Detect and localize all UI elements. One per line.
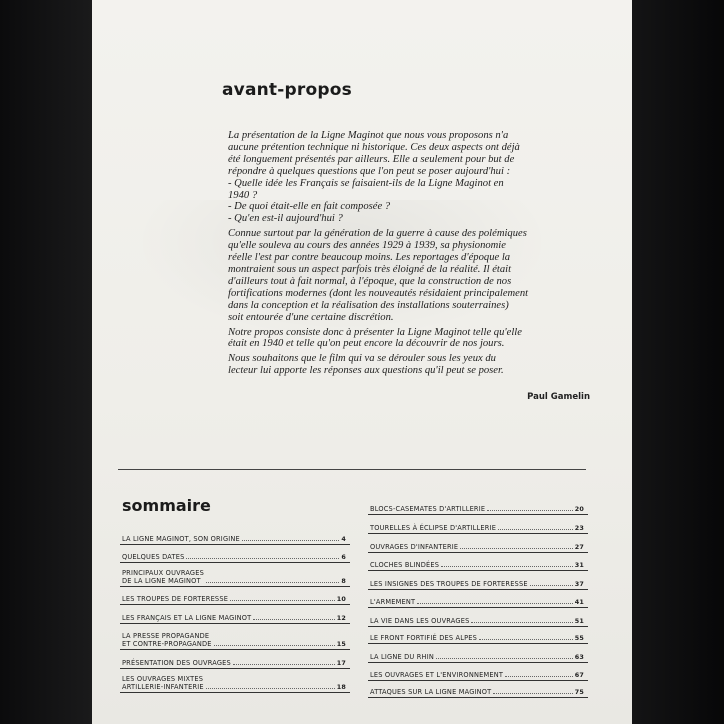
toc-leader-dots <box>436 657 573 659</box>
toc-entry-page: 31 <box>574 561 584 569</box>
toc-entry-page: 41 <box>574 598 584 606</box>
toc-entry-label: LES INSIGNES DES TROUPES DE FORTERESSE <box>370 580 528 588</box>
text-line: lecteur lui apporte les réponses aux questions qu'il peut se poser. <box>228 365 504 377</box>
toc-entry <box>120 545 350 563</box>
toc-leader-dots <box>206 687 335 689</box>
toc-entry-page: 20 <box>574 505 584 513</box>
toc-entry-label: PRINCIPAUX OUVRAGES DE LA LIGNE MAGINOT <box>122 569 204 585</box>
toc-entry-page: 17 <box>336 659 346 667</box>
toc-entry <box>368 553 588 571</box>
text-line: Notre propos consiste donc à présenter la Ligne Maginot telle qu'elle <box>228 326 522 338</box>
toc-entry-page: 51 <box>574 617 584 625</box>
toc-leader-dots <box>230 599 335 601</box>
toc-leader-dots <box>498 528 573 530</box>
text-line: réelle l'est par contre beaucoup moins. Les reportages d'époque la <box>228 252 511 264</box>
toc-leader-dots <box>530 584 573 586</box>
toc-entry <box>368 571 588 590</box>
toc-entry-label: LA LIGNE DU RHIN <box>370 653 434 661</box>
text-line: répondre à quelques questions que l'on peut se poser aujourd'hui : <box>228 165 511 177</box>
toc-leader-dots <box>441 565 573 567</box>
toc-leader-dots <box>471 621 572 623</box>
toc-entry-label: LES FRANÇAIS ET LA LIGNE MAGINOT <box>122 614 252 622</box>
toc-leader-dots <box>233 663 335 665</box>
toc-entry <box>120 624 350 650</box>
toc-leader-dots <box>206 581 339 583</box>
page-title: avant-propos <box>222 80 352 100</box>
toc-entry-page: 15 <box>336 640 346 648</box>
text-line: montraient sous un aspect parfois très éloigné de la réalité. Il était <box>228 263 512 275</box>
toc-entry-label: OUVRAGES D'INFANTERIE <box>370 543 459 551</box>
toc-leader-dots <box>487 509 572 511</box>
text-line: d'ailleurs tout à fait normal, à l'époque, que la construction de nos <box>228 275 512 287</box>
right-background <box>632 0 724 724</box>
toc-entry-label: LES OUVRAGES MIXTES ARTILLERIE-INFANTERIE <box>122 675 204 691</box>
toc-leader-dots <box>242 539 339 541</box>
toc-entry-page: 63 <box>574 653 584 661</box>
author-signature: Paul Gamelin <box>527 392 590 402</box>
book-page <box>92 0 632 724</box>
intro-text <box>228 130 590 380</box>
toc-entry-page: 18 <box>336 683 346 691</box>
toc-entry-page: 37 <box>574 580 584 588</box>
toc-entry-page: 6 <box>341 553 346 561</box>
sommaire-title: sommaire <box>122 496 211 515</box>
toc-entry-page: 55 <box>574 634 584 642</box>
section-divider <box>118 469 586 470</box>
toc-entry-label: LES OUVRAGES ET L'ENVIRONNEMENT <box>370 671 504 679</box>
toc-entry <box>120 650 350 669</box>
toc-entry-label: L'ARMEMENT <box>370 598 416 606</box>
text-line: qu'elle souleva au cours des années 1929 à 1939, sa physionomie <box>228 240 506 252</box>
intro-paragraph <box>228 228 590 323</box>
toc-entry-page: 4 <box>341 535 346 543</box>
toc-entry <box>120 669 350 693</box>
toc-entry <box>120 605 350 624</box>
text-line: - De quoi était-elle en fait composée ? <box>228 201 391 213</box>
toc-entry-page: 75 <box>574 688 584 696</box>
toc-entry <box>368 627 588 644</box>
intro-paragraph <box>228 327 590 351</box>
toc-entry-label: ATTAQUES SUR LA LIGNE MAGINOT <box>370 688 492 696</box>
toc-entry-page: 8 <box>341 577 346 585</box>
text-line: 1940 ? <box>228 189 258 201</box>
text-line: était en 1940 et telle qu'on peut encore la découvrir de nos jours. <box>228 338 505 350</box>
toc-entry <box>120 563 350 587</box>
toc-entry <box>120 528 350 545</box>
toc-leader-dots <box>417 602 572 604</box>
toc-entry-label: LE FRONT FORTIFIÉ DES ALPES <box>370 634 478 642</box>
toc-entry <box>368 534 588 553</box>
text-line: Connue surtout par la génération de la guerre à cause des polémiques <box>228 228 527 240</box>
toc-right-column <box>368 498 588 698</box>
text-line: - Qu'en est-il aujourd'hui ? <box>228 213 343 225</box>
toc-entry-label: CLOCHES BLINDÉES <box>370 561 440 569</box>
toc-entry-label: LES TROUPES DE FORTERESSE <box>122 595 229 603</box>
text-line: Nous souhaitons que le film qui va se dérouler sous les yeux du <box>228 353 496 365</box>
toc-entry-label: LA LIGNE MAGINOT, SON ORIGINE <box>122 535 240 543</box>
toc-leader-dots <box>493 692 572 694</box>
text-line: aucune prétention technique ni historique. Ces deux aspects ont déjà <box>228 141 520 153</box>
toc-leader-dots <box>214 644 335 646</box>
toc-entry <box>368 663 588 681</box>
toc-entry <box>368 681 588 698</box>
toc-leader-dots <box>253 618 334 620</box>
text-line: été longuement présentés par ailleurs. Elle a seulement pour but de <box>228 153 515 165</box>
intro-paragraph <box>228 353 590 377</box>
text-line: dans la conception et la réalisation des installations souterraines) <box>228 299 509 311</box>
toc-entry-label: LA PRESSE PROPAGANDE ET CONTRE-PROPAGANDE <box>122 632 212 648</box>
toc-entry-label: TOURELLES À ÉCLIPSE D'ARTILLERIE <box>370 524 497 532</box>
left-background <box>0 0 92 724</box>
text-line: soit entourée d'une certaine discrétion. <box>228 311 394 323</box>
toc-entry-page: 23 <box>574 524 584 532</box>
toc-leader-dots <box>186 557 339 559</box>
text-line: La présentation de la Ligne Maginot que nous vous proposons n'a <box>228 130 509 141</box>
toc-entry <box>368 644 588 663</box>
toc-entry-label: LA VIE DANS LES OUVRAGES <box>370 617 470 625</box>
toc-entry-label: PRÉSENTATION DES OUVRAGES <box>122 659 231 667</box>
toc-leader-dots <box>505 675 573 677</box>
text-line: - Quelle idée les Français se faisaient-ils de la Ligne Maginot en <box>228 177 504 189</box>
toc-entry <box>120 587 350 605</box>
toc-entry-page: 27 <box>574 543 584 551</box>
toc-entry-label: QUELQUES DATES <box>122 553 185 561</box>
toc-entry-page: 12 <box>336 614 346 622</box>
toc-entry <box>368 515 588 534</box>
toc-leader-dots <box>460 547 572 549</box>
toc-entry-label: BLOCS-CASEMATES D'ARTILLERIE <box>370 505 486 513</box>
toc-entry-page: 67 <box>574 671 584 679</box>
toc-entry <box>368 608 588 627</box>
toc-entry <box>368 590 588 608</box>
toc-entry <box>368 498 588 515</box>
intro-paragraph <box>228 130 590 225</box>
text-line: fortifications modernes (dont les nouveautés résidaient principalement <box>228 287 529 299</box>
toc-entry-page: 10 <box>336 595 346 603</box>
toc-leader-dots <box>479 638 573 640</box>
toc-left-column <box>120 528 350 693</box>
